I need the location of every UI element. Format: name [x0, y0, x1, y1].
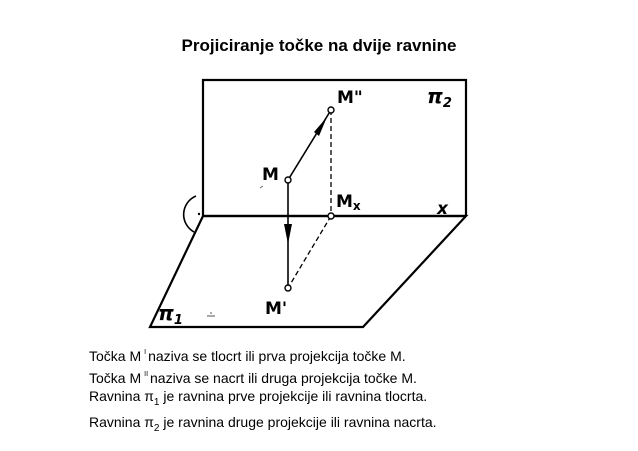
- caption-line: [89, 387, 629, 413]
- caption-text: Točka M: [89, 369, 142, 386]
- caption-line: [89, 413, 629, 439]
- right-angle-arc: [184, 196, 196, 232]
- label-m-front: M": [337, 88, 363, 108]
- label-pi1: [158, 301, 183, 328]
- caption-superscript: II: [144, 370, 149, 378]
- caption-text: Ravnina π: [89, 413, 154, 430]
- caption-text: naziva se tlocrt ili prva projekcija točke M.: [148, 348, 406, 364]
- caption-text: naziva se nacrt ili druga projekcija točke M.: [150, 369, 417, 386]
- point-mx: [328, 213, 334, 219]
- caption-superscript: I: [144, 349, 147, 356]
- label-pi1-main: π: [158, 301, 174, 325]
- arrow-to-top: [284, 224, 292, 244]
- label-mx: [336, 192, 361, 213]
- label-pi2-main: π: [427, 84, 443, 108]
- label-pi1-sub: 1: [173, 313, 183, 328]
- label-mx-main: M: [336, 192, 353, 212]
- stray-mark: [260, 186, 263, 188]
- caption: [89, 344, 629, 438]
- point-m: [285, 177, 291, 183]
- caption-text: je ravnina prve projekcije ili ravnina tlocrta.: [159, 388, 428, 404]
- caption-line: [89, 344, 629, 366]
- caption-text: Točka M: [89, 348, 142, 364]
- label-mx-sub: x: [352, 199, 361, 213]
- page-title: Projiciranje točke na dvije ravnine: [181, 36, 457, 55]
- point-m-front: [328, 107, 334, 113]
- label-pi2: [427, 84, 452, 111]
- caption-subscript: 1: [153, 397, 160, 408]
- stray-mark: [207, 312, 215, 316]
- label-m: M: [262, 165, 279, 185]
- ordinal-line-top: [288, 216, 331, 288]
- caption-text: Ravnina π: [89, 388, 154, 404]
- caption-subscript: 2: [153, 422, 160, 434]
- label-axis-x: x: [437, 199, 448, 219]
- point-m-top: [285, 285, 291, 291]
- label-pi2-sub: 2: [442, 96, 452, 111]
- arrow-to-front: [314, 117, 327, 136]
- horizontal-plane-outline: [150, 216, 466, 327]
- caption-text: je ravnina druge projekcije ili ravnina nacrta.: [159, 413, 437, 430]
- angle-dot: [198, 213, 200, 215]
- caption-line: [89, 366, 629, 388]
- label-m-top: M': [265, 299, 288, 319]
